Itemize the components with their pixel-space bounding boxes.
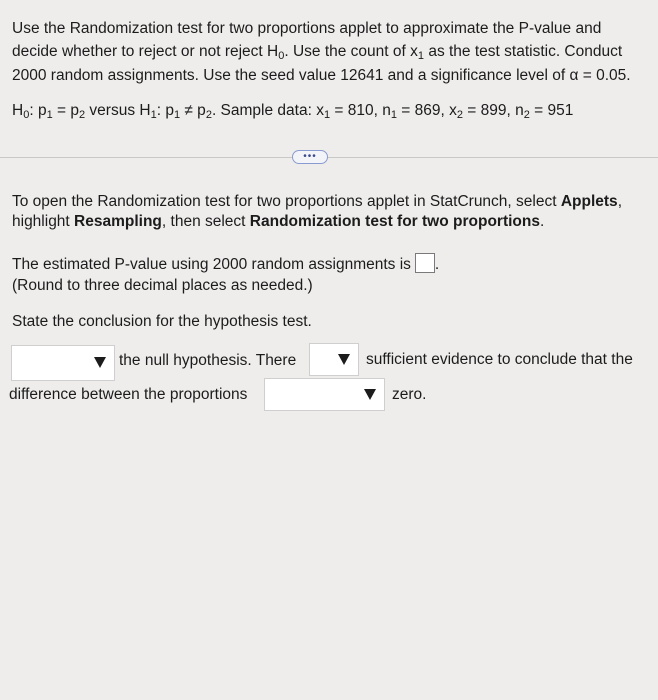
text: as the test statistic. Conduct	[424, 43, 623, 60]
pvalue-answer-box[interactable]	[415, 253, 435, 273]
t: .	[539, 213, 545, 230]
text: decide whether to reject or not reject H	[12, 43, 279, 60]
chevron-down-icon	[338, 354, 350, 365]
t: = 869, x	[396, 102, 457, 119]
t: = 899, n	[462, 102, 524, 119]
t: . Sample data: x	[211, 102, 324, 119]
t: = 951	[529, 102, 574, 119]
conclusion-prompt: State the conclusion for the hypothesis test.	[12, 313, 312, 330]
instructions-line-2	[12, 213, 544, 231]
t: .	[434, 256, 440, 273]
t: To open the Randomization test for two proportions applet in StatCrunch, select	[12, 193, 561, 210]
subscript: 0	[278, 50, 285, 62]
sub: 0	[23, 109, 30, 121]
t: = 810, n	[330, 102, 391, 119]
chevron-down-icon	[364, 389, 376, 400]
chevron-down-icon	[94, 357, 106, 368]
comparison-dropdown[interactable]	[264, 378, 385, 411]
instructions-line-1	[12, 193, 622, 211]
t: : p	[156, 102, 174, 119]
menu-randomization-test: Randomization test for two proportions	[249, 213, 540, 230]
menu-applets: Applets	[560, 193, 618, 210]
conclusion-text-3: difference between the proportions	[9, 386, 248, 403]
rounding-note: (Round to three decimal places as needed.)	[12, 277, 313, 294]
expand-more-button[interactable]: •••	[292, 150, 328, 164]
conclusion-text-4: zero.	[392, 386, 427, 403]
problem-line-3: 2000 random assignments. Use the seed value 12641 and a significance level of α = 0.05.	[12, 67, 631, 84]
conclusion-text-1: the null hypothesis. There	[119, 352, 297, 369]
sub: 2	[523, 109, 530, 121]
t: The estimated P-value using 2000 random assignments is	[12, 256, 411, 273]
divider	[0, 157, 658, 158]
sub: 1	[150, 109, 157, 121]
problem-line-1: Use the Randomization test for two proportions applet to approximate the P-value and	[12, 20, 602, 37]
t: : p	[29, 102, 47, 119]
text: . Use the count of x	[284, 43, 418, 60]
t: = p	[52, 102, 79, 119]
t: ,	[617, 193, 622, 210]
reject-dropdown[interactable]	[11, 345, 115, 381]
pvalue-line	[12, 253, 439, 274]
sub: 2	[456, 109, 463, 121]
sub: 1	[173, 109, 181, 121]
sub: 1	[390, 109, 397, 121]
subscript: 1	[417, 50, 425, 62]
h: H	[12, 102, 24, 119]
sub: 1	[46, 109, 53, 121]
sub: 1	[323, 109, 331, 121]
conclusion-text-2: sufficient evidence to conclude that the	[366, 351, 633, 368]
sub: 2	[78, 109, 86, 121]
sub: 2	[205, 109, 212, 121]
evidence-dropdown[interactable]	[309, 343, 359, 376]
menu-resampling: Resampling	[74, 213, 162, 230]
problem-line-2	[12, 43, 622, 62]
hypotheses-line	[12, 102, 573, 121]
t: versus H	[85, 102, 151, 119]
t: highlight	[12, 213, 75, 230]
t: , then select	[161, 213, 250, 230]
t: ≠ p	[180, 102, 206, 119]
